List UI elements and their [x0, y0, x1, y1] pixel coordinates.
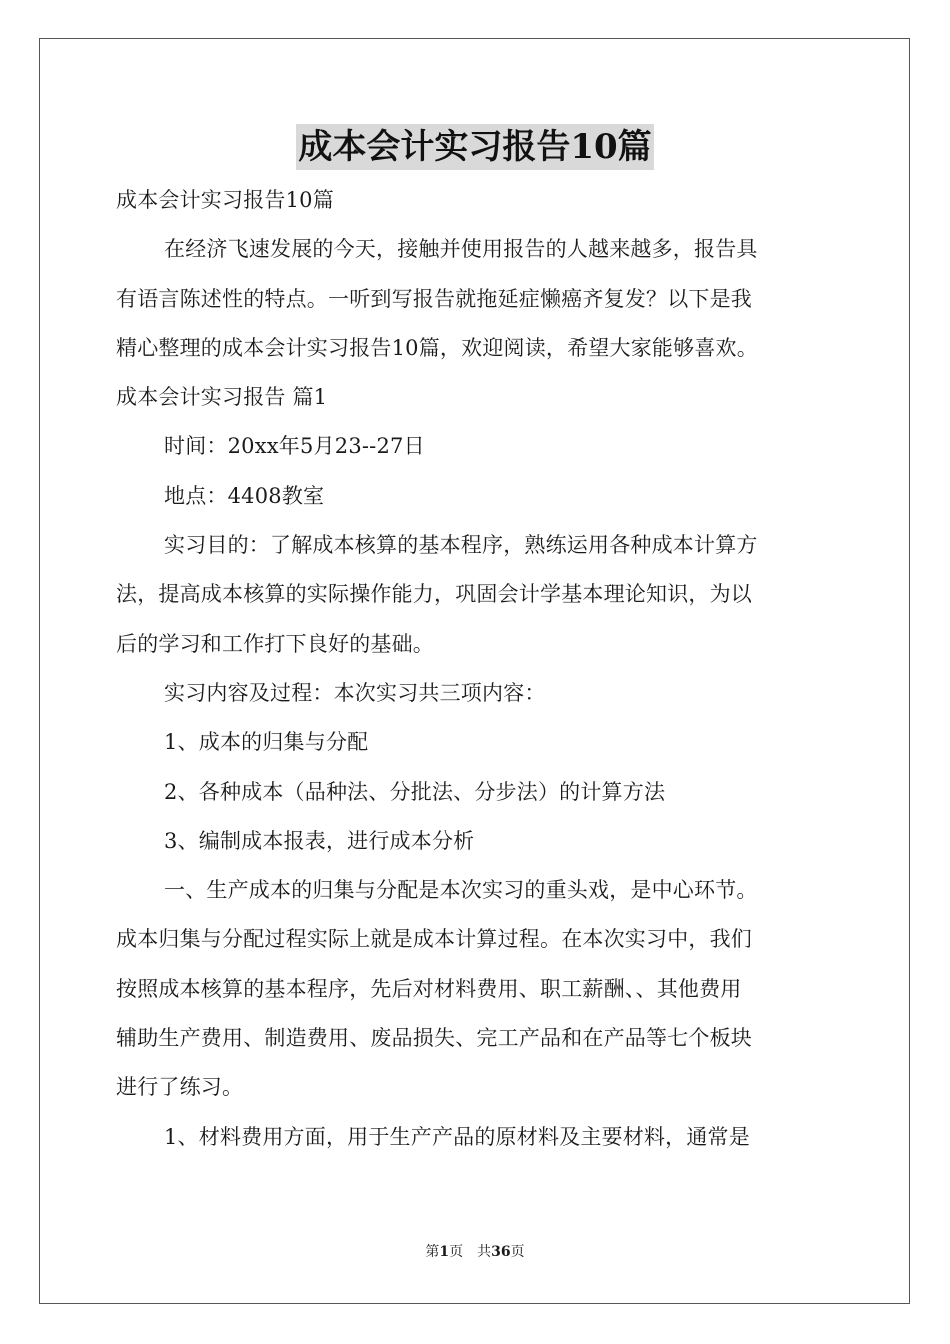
text-line: 成本归集与分配过程实际上就是成本计算过程。在本次实习中，我们	[116, 927, 752, 952]
text-line: 法，提高成本核算的实际操作能力，巩固会计学基本理论知识，为以	[116, 582, 752, 607]
text-line: 按照成本核算的基本程序，先后对材料费用、职工薪酬、、其他费用	[116, 976, 742, 1001]
footer-prefix: 第	[425, 1244, 440, 1260]
text-line: 2、各种成本（品种法、分批法、分步法）的计算方法	[164, 779, 666, 804]
text-line: 辅助生产费用、制造费用、废品损失、完工产品和在产品等七个板块	[116, 1026, 752, 1051]
footer-suffix: 页	[510, 1244, 525, 1260]
text-line: 1、成本的归集与分配	[164, 730, 369, 755]
footer-current-page: 1	[439, 1244, 450, 1260]
title-container	[0, 124, 950, 170]
text-line: 实习内容及过程：本次实习共三项内容：	[164, 680, 546, 705]
footer-mid: 页 共	[449, 1244, 492, 1260]
text-line: 后的学习和工作打下良好的基础。	[116, 631, 434, 656]
document-title: 成本会计实习报告10篇	[296, 124, 653, 170]
text-line: 1、材料费用方面，用于生产产品的原材料及主要材料，通常是	[164, 1124, 750, 1149]
text-line: 地点：4408教室	[164, 483, 325, 508]
document-body	[116, 176, 838, 1162]
text-line: 成本会计实习报告 篇1	[116, 385, 328, 410]
text-line: 实习目的：了解成本核算的基本程序，熟练运用各种成本计算方	[164, 533, 758, 558]
text-line: 精心整理的成本会计实习报告10篇，欢迎阅读，希望大家能够喜欢。	[116, 335, 758, 360]
text-line: 进行了练习。	[116, 1075, 244, 1100]
text-line: 一、生产成本的归集与分配是本次实习的重头戏，是中心环节。	[164, 878, 758, 903]
text-line: 3、编制成本报表，进行成本分析	[164, 828, 475, 853]
text-line: 有语言陈述性的特点。一听到写报告就拖延症懒癌齐复发？以下是我	[116, 286, 752, 311]
text-line: 在经济飞速发展的今天，接触并使用报告的人越来越多，报告具	[164, 237, 758, 262]
text-line: 成本会计实习报告10篇	[116, 188, 334, 212]
footer-total-pages: 36	[491, 1244, 511, 1260]
page-footer	[0, 1242, 950, 1262]
text-line: 时间：20xx年5月23--27日	[164, 434, 425, 459]
